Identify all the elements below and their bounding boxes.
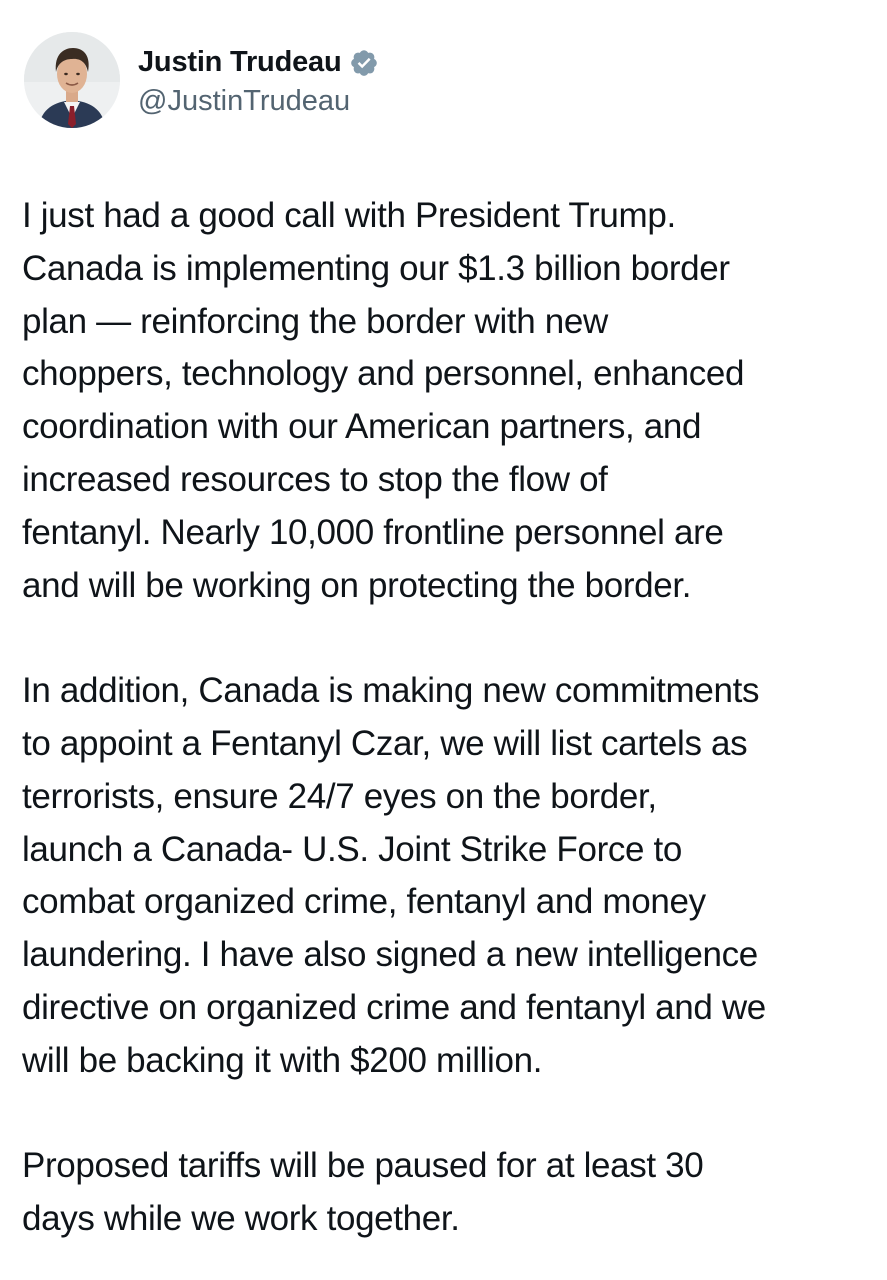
verified-badge-icon [349,48,379,78]
tweet-line: combat organized crime, fentanyl and money [22,882,706,922]
tweet-paragraph-2 [22,665,882,1087]
author-handle[interactable]: @JustinTrudeau [138,84,351,117]
tweet-paragraph-1 [22,190,882,612]
tweet-line: will be backing it with $200 million. [22,1040,543,1080]
tweet-line: days while we work together. [22,1199,460,1239]
tweet-line: directive on organized crime and fentanyl and we [22,987,766,1027]
tweet-line: Canada is implementing our $1.3 billion border [22,248,730,288]
display-name[interactable]: Justin Trudeau [138,46,342,78]
tweet-line: and will be working on protecting the border. [22,565,692,605]
tweet-line: increased resources to stop the flow of [22,459,608,499]
tweet-line: choppers, technology and personnel, enhanced [22,354,745,394]
tweet-line: coordination with our American partners, and [22,407,702,447]
author-names [138,43,379,118]
tweet-line: In addition, Canada is making new commitments [22,671,760,711]
tweet-line: laundering. I have also signed a new intelligence [22,935,758,975]
avatar[interactable] [24,32,120,128]
tweet-line: fentanyl. Nearly 10,000 frontline personnel are [22,512,724,552]
avatar-image [24,32,120,128]
tweet-line: plan — reinforcing the border with new [22,301,608,341]
tweet-paragraph-3 [22,1140,882,1246]
tweet-line: Proposed tariffs will be paused for at least 30 [22,1146,704,1186]
tweet-text [22,190,882,1246]
name-row [138,43,379,83]
tweet-line: I just had a good call with President Trump. [22,196,676,235]
tweet-line: launch a Canada- U.S. Joint Strike Force to [22,829,682,869]
tweet-line: to appoint a Fentanyl Czar, we will list cartels as [22,723,748,763]
tweet-line: terrorists, ensure 24/7 eyes on the border, [22,776,657,816]
tweet-header [24,30,379,130]
